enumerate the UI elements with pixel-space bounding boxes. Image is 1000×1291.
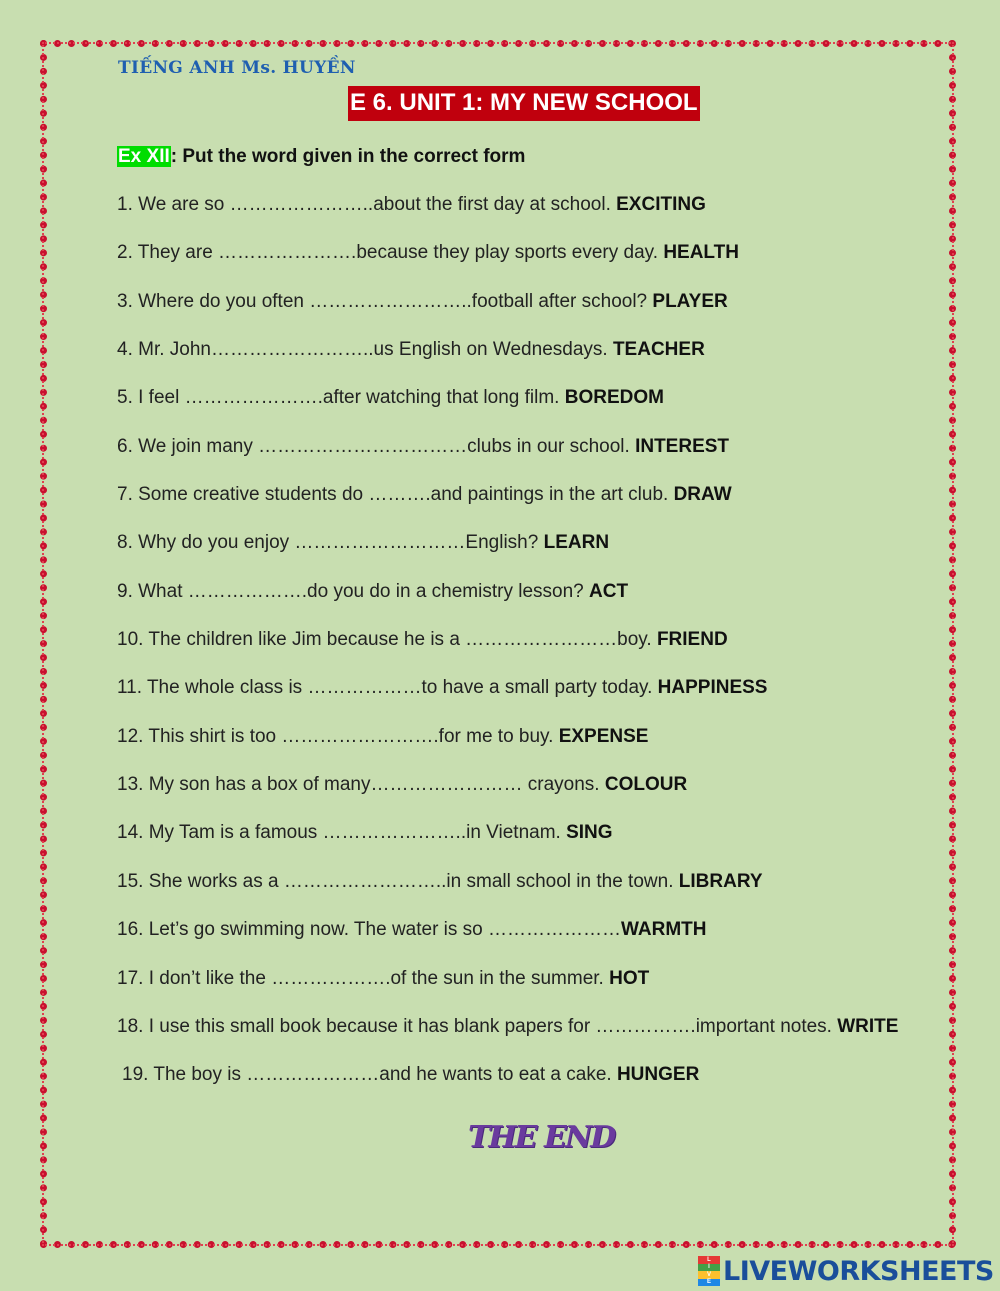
question-text: 17. I don’t like the ……………….of the sun in the summer. — [117, 967, 604, 989]
given-word: INTEREST — [635, 435, 730, 457]
question-text: 12. This shirt is too …………………….for me to buy. — [117, 725, 554, 747]
question-text: 6. We join many ……………………………clubs in our school. — [117, 435, 630, 457]
list-item — [117, 628, 957, 676]
question-text: 13. My son has a box of many…………………… crayons. — [117, 774, 600, 796]
list-item — [117, 773, 957, 821]
list-item — [117, 1063, 957, 1111]
question-text: 7. Some creative students do ……….and paintings in the art club. — [117, 484, 669, 506]
given-word: HUNGER — [616, 1064, 700, 1086]
question-text: 11. The whole class is ………………to have a small party today. — [117, 677, 653, 699]
given-word: FRIEND — [656, 629, 728, 651]
logo-letter: I — [698, 1264, 720, 1272]
question-text: 10. The children like Jim because he is a ……………………boy. — [117, 629, 652, 651]
list-item — [117, 870, 957, 918]
teacher-brand: TIẾNG ANH Ms. HUYỀN — [118, 58, 356, 78]
given-word: PLAYER — [652, 290, 728, 312]
question-text: 9. What ……………….do you do in a chemistry lesson? — [117, 580, 584, 602]
list-item — [117, 386, 957, 434]
list-item — [117, 725, 957, 773]
list-item — [117, 338, 957, 386]
question-text: 4. Mr. John……………………..us English on Wednesdays. — [117, 339, 608, 361]
given-word: EXCITING — [616, 194, 706, 215]
list-item — [117, 531, 957, 579]
given-word: LIBRARY — [678, 870, 763, 892]
list-item — [117, 821, 957, 869]
list-item — [117, 435, 957, 483]
page-title: E 6. UNIT 1: MY NEW SCHOOL — [348, 86, 700, 121]
question-text: 15. She works as a ……………………..in small school in the town. — [117, 870, 674, 892]
list-item — [117, 193, 957, 241]
liveworksheets-logo[interactable] — [698, 1254, 994, 1288]
instruction-text: : Put the word given in the correct form — [170, 146, 526, 167]
list-item — [117, 1015, 957, 1063]
question-text: 1. We are so …………………..about the first day at school. — [117, 194, 611, 215]
list-item — [117, 580, 957, 628]
given-word: HOT — [609, 967, 650, 989]
given-word: EXPENSE — [558, 725, 649, 747]
exercise-instruction — [117, 145, 525, 169]
logo-letter: V — [698, 1271, 720, 1279]
question-text: 14. My Tam is a famous …………………..in Vietnam. — [117, 822, 561, 844]
given-word: SING — [566, 822, 613, 844]
list-item — [117, 676, 957, 724]
given-word: LEARN — [543, 532, 610, 554]
question-text: 16. Let’s go swimming now. The water is so ………………… — [117, 919, 622, 941]
given-word: ACT — [589, 580, 629, 602]
given-word: HEALTH — [663, 242, 739, 264]
given-word: HAPPINESS — [657, 677, 768, 699]
logo-letter: E — [698, 1279, 720, 1287]
given-word: BOREDOM — [564, 387, 664, 409]
question-text: 3. Where do you often ……………………..football after school? — [117, 290, 648, 312]
liveworksheets-brand: LIVEWORKSHEETS — [723, 1255, 994, 1287]
given-word: TEACHER — [612, 339, 705, 361]
live-blocks-icon — [698, 1256, 720, 1286]
question-text: 19. The boy is …………………and he wants to eat a cake. — [122, 1064, 612, 1086]
logo-letter: L — [698, 1256, 720, 1264]
exercise-tag: Ex XII — [118, 146, 170, 167]
given-word: WRITE — [837, 1015, 899, 1037]
given-word: DRAW — [673, 484, 732, 506]
question-text: 2. They are ………………….because they play sports every day. — [117, 242, 659, 264]
question-text: 18. I use this small book because it has blank papers for …………….important notes. — [117, 1015, 832, 1037]
question-text: 8. Why do you enjoy ………………………English? — [117, 532, 539, 554]
exercise-list — [117, 193, 957, 1112]
list-item — [117, 241, 957, 289]
list-item — [117, 967, 957, 1015]
list-item — [117, 483, 957, 531]
the-end-text: THE END — [468, 1120, 615, 1155]
list-item — [117, 918, 957, 966]
question-text: 5. I feel ………………….after watching that long film. — [117, 387, 560, 409]
given-word: WARMTH — [621, 919, 707, 941]
list-item — [117, 290, 957, 338]
given-word: COLOUR — [604, 774, 688, 796]
